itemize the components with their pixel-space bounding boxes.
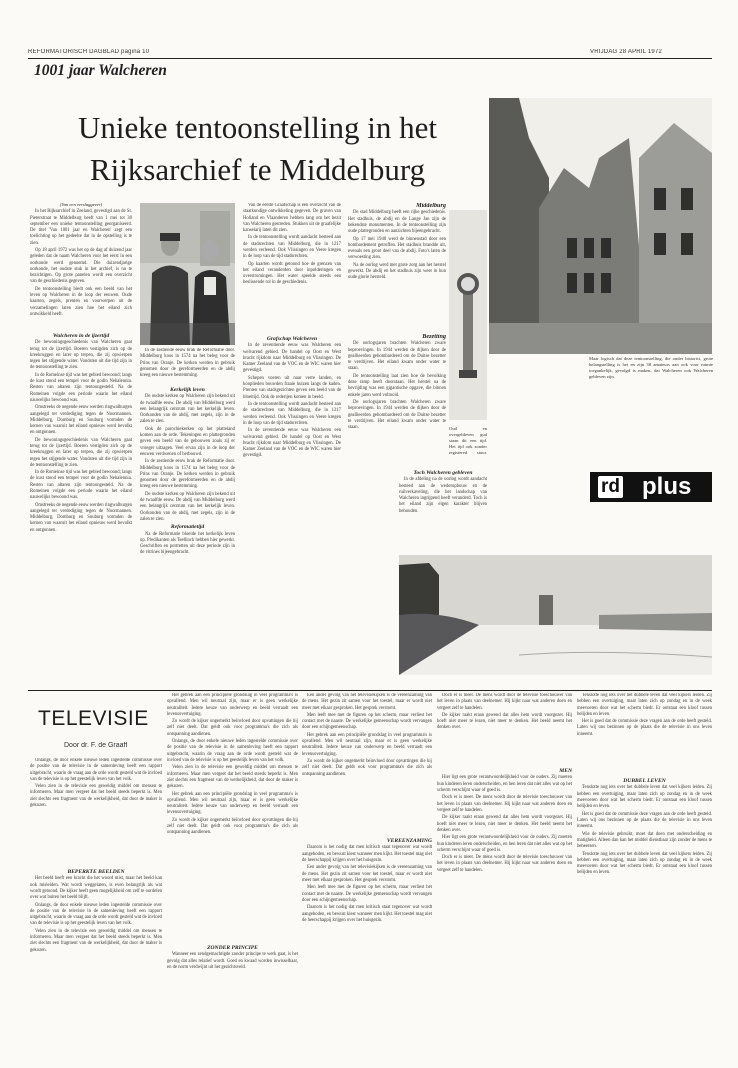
paragraph: Daarom is het nodig dat men kritisch staat tegenover wat wordt aangeboden, en bewust kiest wanneer men kijkt. Het toestel mag niet de heerschappij krijgen over het huisgezin.	[302, 905, 432, 923]
paragraph: Wanneer een zendgemachtigde zonder principe te werk gaat, is het gevolg dat alles relatief wordt. Goed en kwaad worden inwisselbaar, en de norm verdwijnt uit het gezichtsveld.	[167, 952, 298, 970]
subhead-reformatietijd: Reformatietijd	[170, 524, 205, 531]
paragraph: Het gebrek aan een principiële grondslag in veel programma's is opvallend. Men wil neutraal zijn, maar er is geen werkelijke neutraliteit. Iedere keuze van onderwerp en beeld verraadt een levensovertuiging.	[302, 732, 432, 757]
subhead-toch-walcheren: Toch Walcheren gebleven	[413, 470, 473, 476]
rd-logo-mark: rd	[598, 476, 623, 498]
tv-column-5	[577, 693, 712, 775]
paragraph: Het is goed dat de commissie deze vragen aan de orde heeft gesteld. Laten wij ons bezinnen op de plaats die de televisie in ons leven inneemt.	[577, 719, 712, 737]
paragraph: Men leeft mee met de figuren op het scherm, maar verliest het contact met de naaste. De werkelijke gemeenschap wordt vervangen door een schijngemeenschap.	[302, 712, 432, 731]
tv-column-3	[302, 693, 432, 838]
paragraph: Daarom is het nodig dat men kritisch staat tegenover wat wordt aangeboden, en bewust kiest wanneer men kijkt. Het toestel mag niet de heerschappij krijgen over het huisgezin.	[302, 845, 432, 863]
paragraph: Na de Reformatie bloeide het kerkelijk leven op. Predikanten als Teellinck hebben hier gewerkt. Geschriften en portretten uit deze periode zijn in de vitrines bijeengebracht.	[140, 531, 235, 556]
clock-caption: Oud en overgebleven gud staan dit een tijd. Het tijd ook zonder registered stuur.	[449, 426, 487, 455]
article-column-2a	[140, 348, 235, 382]
paragraph: Wie de televisie gebruikt, moet dat doen met onderscheiding en matigheid. Alleen dan kan het middel dienstbaar zijn zonder de mens te beheersen.	[577, 831, 712, 850]
section-divider	[28, 690, 712, 691]
subhead-ijzertijd: Walcheren in de ijzertijd	[52, 333, 110, 339]
tv-column-4	[437, 693, 572, 765]
paragraph: Schepen voeren uit naar verre landen, en kooplieden bouwden fraaie huizen langs de kaden. Prenten van stadsgezichten geven een beeld van de bloeitijd. Ook de rederijen komen in beeld.	[243, 375, 341, 400]
paragraph: Tenslotte nog iets over het dubbele leven dat veel kijkers leiden. Zij hebben een overtuiging, maar laten zich op zondag en in de week meevoeren door wat het scherm biedt. Er ontstaat een kloof tussen belijden en leven.	[577, 693, 712, 717]
article-column-3	[243, 203, 341, 333]
paragraph: Ook de parochiekerken op het platteland komen aan de orde. Tekeningen en plattegronden geven een beeld van de gebouwen zoals zij er vroeger uitzagen. Veel ervan zijn in de loop der eeuwen verdwenen of herbouwd.	[140, 426, 235, 457]
tv-column-3b	[302, 838, 432, 1005]
photo-landscape-image	[399, 555, 712, 675]
paragraph: Men leeft mee met de figuren op het scherm, maar verliest het contact met de naaste. De werkelijke gemeenschap wordt vervangen door een schijngemeenschap.	[302, 885, 432, 903]
paragraph: In de zeventiende eeuw was Walcheren een welvarend gebied. De handel op Oost en West bracht rijkdom naar Middelburg en Vlissingen. De Kamer Zeeland van de VOC en de WIC waren hier gevestigd.	[243, 343, 341, 374]
photo-clock-image	[449, 210, 487, 420]
paragraph: Het gebrek aan een principiële grondslag in veel programma's is opvallend. Men wil neutraal zijn, maar er is geen werkelijke neutraliteit. Iedere keuze van onderwerp en beeld verraadt een levensovertuiging.	[167, 693, 298, 717]
paragraph: Doch er is meer. De mens wordt door de televisie toeschouwer van het leven in plaats van deelnemer. Hij kijkt naar wat anderen doen en vergeet zelf te handelen.	[437, 693, 572, 711]
article-column-3b	[243, 336, 341, 536]
paragraph: Een ander gevolg van het televisiekijken is de vereenzaming van de mens. Het gezin zit samen voor het toestel, maar er wordt niet meer met elkaar gesproken. Het gesprek verstomt.	[302, 693, 432, 711]
subhead-kerkelijk-leven: Kerkelijk leven	[170, 387, 205, 393]
photo-street-image	[489, 98, 712, 354]
tv-column-2	[167, 693, 298, 943]
tv-column-1b	[30, 869, 162, 1004]
rd-plus-logo	[590, 472, 712, 502]
paragraph: De oudste kerken op Walcheren zijn bekend uit de twaalfde eeuw. De abdij van Middelburg werd een belangrijk centrum van het kerkelijk leven. Oorkonden van de abdij, met zegels, zijn in de zalen te zien.	[140, 491, 235, 522]
paragraph: Na de oorlog werd met grote zorg aan het herstel gewerkt. De abdij en het stadhuis zijn weer in hun oude glorie hersteld.	[348, 262, 446, 281]
article-column-1b	[30, 333, 132, 635]
paragraph: De oudste kerken op Walcheren zijn bekend uit de twaalfde eeuw. De abdij van Middelburg werd een belangrijk centrum van het kerkelijk leven. Oorkonden van de abdij, met zegels, zijn in de zalen te zien.	[140, 394, 235, 425]
article-column-4	[348, 203, 446, 333]
paragraph: Tenslotte nog iets over het dubbele leven dat veel kijkers leiden. Zij hebben een overtuiging, maar laten zich op zondag en in de week meevoeren door wat het scherm biedt. Er ontstaat een kloof tussen belijden en leven.	[577, 851, 712, 876]
paragraph: In de zestiende eeuw brak de Reformatie door. Middelburg koos in 1574 na het beleg voor de Prins van Oranje. De kerken werden in gebruik genomen door de gereformeerden en de abdij kreeg een nieuwe bestemming.	[140, 459, 235, 490]
paragraph: In de afdeling na de oorlog wordt aandacht besteed aan de wederopbouw en de ruilverkaveling, die het landschap van Walcheren ingrijpend heeft veranderd. Toch is het eiland zijn eigen karakter blijven behouden.	[399, 477, 487, 514]
paragraph: Onlangs, de door enkele nieuwe leden ingestelde commissie over de positie van de televisie in de samenleving heeft een rapport uitgebracht, waarin de vraag aan de orde wordt gesteld wat de invloed van de televisie is op het geestelijk leven van het volk.	[167, 739, 298, 763]
byline-note: (Van een verslaggever)	[59, 202, 103, 207]
photo-landscape	[399, 555, 712, 675]
paragraph: Het beeld heeft een kracht die het woord mist, maar het beeld kan ook misleiden. Wat wordt weggelaten, is even belangrijk als wat wordt getoond. De kijker heeft geen mogelijkheid om zelf te oordelen over wat buiten het beeld blijft.	[30, 876, 162, 901]
paragraph: In de Romeinse tijd was het gebied bewoond; langs de kust stond een tempel voor de godin Nehalennia. Resten van altaren zijn tentoongesteld. Na de Romeinen volgde een periode waarin het eiland nauwelijks bewoond was.	[30, 470, 132, 501]
header-rule	[28, 58, 712, 59]
tv-column-1	[30, 758, 162, 868]
paragraph: Van de eerste Graafschap is een overzicht van de staatkundige ontwikkeling gegeven. De graven van Holland en Vlaanderen hebben lang om het bezit van Walcheren gestreden. Stukken uit de graafelijke kanselarij laten dit zien.	[243, 203, 341, 233]
subhead-vereenzaming: VEREENZAMING	[386, 838, 432, 844]
paragraph: Het is goed dat de commissie deze vragen aan de orde heeft gesteld. Laten wij ons bezinnen op de plaats die de televisie in ons leven inneemt.	[577, 811, 712, 830]
paragraph: De oorlogsjaren brachten Walcheren zware beproevingen. In 1944 werden de dijken door de geallieerden gebombardeerd om de Duitse bezetter te verdrijven. Het eiland kwam onder water te staan.	[348, 400, 446, 431]
paragraph: De kijker raakt eraan gewend dat alles hem wordt voorgezet. Hij hoeft niet meer te lezen, niet meer te denken. Het beeld neemt het denken over.	[437, 815, 572, 833]
paragraph: In de zestiende eeuw brak de Reformatie door. Middelburg koos in 1574 na het beleg voor de Prins van Oranje. De kerken werden in gebruik genomen door de gereformeerden en de abdij kreeg een nieuwe bestemming.	[140, 348, 235, 378]
paragraph: Onlangs, de door enkele nieuwe leden ingestelde commissie over de positie van de televisie in de samenleving heeft een rapport uitgebracht, waarin de vraag aan de orde wordt gesteld wat de invloed van de televisie is op het geestelijk leven van het volk.	[30, 902, 162, 927]
paragraph: Velen zien in de televisie een geweldig middel om mensen te informeren. Maar men vergeet dat het beeld steeds beperkt is. Men ziet slechts een fragment van de werkelijkheid, dat door de maker is gekozen.	[167, 765, 298, 790]
photo-street	[489, 98, 712, 354]
paragraph: De stad Middelburg heeft een rijke geschiedenis. Het stadhuis, de abdij en de Lange Jan zijn de bekendste monumenten. In de tentoonstelling zijn oude plattegronden en aanzichten bijeengebracht.	[348, 210, 446, 235]
tv-column-5b	[577, 778, 712, 1005]
paragraph: Velen zien in de televisie een geweldig middel om mensen te informeren. Maar men vergeet dat het beeld steeds beperkt is. Men ziet slechts een fragment van de werkelijkheid, dat door de maker is gekozen.	[30, 928, 162, 953]
headline-line-1: Unieke tentoonstelling in het	[77, 110, 437, 145]
photo-clock	[449, 210, 487, 420]
subhead-middelburg: Middelburg	[416, 203, 446, 209]
paragraph: Een ander gevolg van het televisiekijken is de vereenzaming van de mens. Het gezin zit samen voor het toestel, maar er wordt niet meer met elkaar gesproken. Het gesprek verstomt.	[302, 865, 432, 883]
article-column-1	[30, 202, 132, 330]
paragraph: Doch er is meer. De mens wordt door de televisie toeschouwer van het leven in plaats van deelnemer. Hij kijkt naar wat anderen doen en vergeet zelf te handelen.	[437, 795, 572, 813]
paragraph: De bewoningsgeschiedenis van Walcheren gaat terug tot de ijzertijd. Boeren vestigden zich op de kreekruggen en later op terpen, die zij opwierpen tegen het stijgende water. Vondsten uit die tijd zijn in de tentoonstelling te zien.	[30, 437, 132, 468]
paragraph: Zo wordt de kijker ongemerkt beïnvloed door opvattingen die hij zelf niet deelt. Dat geldt ook voor programma's die zich als ontspanning aandienen.	[302, 759, 432, 777]
subhead-dubbel-leven: DUBBEL LEVEN	[623, 778, 666, 784]
paragraph: Velen zien in de televisie een geweldig middel om mensen te informeren. Maar men vergeet dat het beeld steeds beperkt is. Men ziet slechts een fragment van de werkelijkheid, dat door de maker is gekozen.	[30, 784, 162, 808]
photo-portraits-image	[140, 203, 235, 345]
subhead-mens: MEN	[559, 768, 572, 774]
paragraph: Omstreeks de negende eeuw werden ringwalburgen aangelegd ter verdediging tegen de Noormannen. Middelburg, Domburg en Souburg vormden de kernen van waaruit het eiland opnieuw werd bevolkt en ontgonnen.	[30, 502, 132, 533]
subhead-zonder-principe: ZONDER PRINCIPE	[207, 945, 258, 951]
paragraph: Zo wordt de kijker ongemerkt beïnvloed door opvattingen die hij zelf niet deelt. Dat geldt ook voor programma's die zich als ontspanning aandienen.	[167, 817, 298, 836]
newspaper-name: REFORMATORISCH DAGBLAD pagina 10	[28, 49, 150, 55]
street-caption: Maar logisch dat deze tentoonstelling, die onder historici, grote belangstelling is het en zijn 38 amateurs aan ook voor ruimte toegankelijk, gevolgd is maken, dat Walcheren ook Walcheren gebleven zijn.	[589, 356, 713, 379]
paragraph: Op 18 april 1972 was het op de dag af duizend jaar geleden dat de naam Walcheren voor het eerst in een oorkonde werd genoemd. Die duizendjarige oorkonde, het oudste stuk in het archief, is nu te bezichtigen. Op grote panelen wordt een overzicht van de geschiedenis gegeven.	[30, 248, 132, 285]
article-column-5	[399, 470, 487, 550]
tv-column-4b	[437, 768, 572, 1005]
photo-portraits	[140, 203, 235, 345]
tv-title: TELEVISIE	[38, 707, 149, 730]
subhead-bezetting: Bezetting	[422, 334, 446, 340]
paragraph: In de tentoonstelling wordt aandacht besteed aan de stadsrechten van Middelburg, die in 1217 werden verleend. Ook Vlissingen en Veere kregen in de loop van de tijd stadsrechten.	[243, 235, 341, 260]
paragraph: Omstreeks de negende eeuw werden ringwalburgen aangelegd ter verdediging tegen de Noormannen. Middelburg, Domburg en Souburg vormden de kernen van waaruit het eiland opnieuw werd bevolkt en ontgonnen.	[30, 405, 132, 436]
article-column-2	[140, 387, 235, 635]
paragraph: In de Romeinse tijd was het gebied bewoond; langs de kust stond een tempel voor de godin Nehalennia. Resten van altaren zijn tentoongesteld. Na de Romeinen volgde een periode waarin het eiland nauwelijks bewoond was.	[30, 372, 132, 403]
paragraph: De tentoonstelling biedt ook een beeld van het leven op Walcheren in de loop der eeuwen. Oude kaarten, zegels, prenten en voorwerpen uit de verzamelingen laten zien hoe het eiland zich ontwikkeld heeft.	[30, 286, 132, 317]
paragraph: Hier ligt een grote verantwoordelijkheid voor de ouders. Zij moeten hun kinderen leren onderscheiden, en hen leren dat niet alles wat op het scherm verschijnt waar of goed is.	[437, 835, 572, 853]
paragraph: Tenslotte nog iets over het dubbele leven dat veel kijkers leiden. Zij hebben een overtuiging, maar laten zich op zondag en in de week meevoeren door wat het scherm biedt. Er ontstaat een kloof tussen belijden en leven.	[577, 785, 712, 810]
paragraph: Onlangs, de door enkele nieuwe leden ingestelde commissie over de positie van de televisie in de samenleving heeft een rapport uitgebracht, waarin de vraag aan de orde wordt gesteld wat de invloed van de televisie is op het geestelijk leven van het volk.	[30, 758, 162, 782]
paragraph: De kijker raakt eraan gewend dat alles hem wordt voorgezet. Hij hoeft niet meer te lezen, niet meer te denken. Het beeld neemt het denken over.	[437, 712, 572, 731]
paragraph: De bewoningsgeschiedenis van Walcheren gaat terug tot de ijzertijd. Boeren vestigden zich op de kreekruggen en later op terpen, die zij opwierpen tegen het stijgende water. Vondsten uit die tijd zijn in de tentoonstelling te zien.	[30, 340, 132, 371]
subhead-grafschap: Grafschap Walcheren	[266, 336, 318, 342]
paragraph: In de zeventiende eeuw was Walcheren een welvarend gebied. De handel op Oost en West bracht rijkdom naar Middelburg en Vlissingen. De Kamer Zeeland van de VOC en de WIC waren hier gevestigd.	[243, 428, 341, 459]
article-kicker: 1001 jaar Walcheren	[34, 62, 167, 79]
subhead-beperkte-beelden: BEPERKTE BEELDEN	[67, 869, 125, 875]
paragraph: Doch er is meer. De mens wordt door de televisie toeschouwer van het leven in plaats van deelnemer. Hij kijkt naar wat anderen doen en vergeet zelf te handelen.	[437, 855, 572, 873]
paragraph: De oorlogsjaren brachten Walcheren zware beproevingen. In 1944 werden de dijken door de geallieerden gebombardeerd om de Duitse bezetter te verdrijven. Het eiland kwam onder water te staan.	[348, 341, 446, 372]
headline-line-2: Rijksarchief te Middelburg	[89, 152, 426, 187]
paragraph: Op 17 mei 1940 werd de binnenstad door een bombardement getroffen. Het stadhuis brandde uit, evenals een groot deel van de abdij. Foto's laten de verwoesting zien.	[348, 236, 446, 261]
paragraph: Zo wordt de kijker ongemerkt beïnvloed door opvattingen die hij zelf niet deelt. Dat geldt ook voor programma's die zich als ontspanning aandienen.	[167, 719, 298, 737]
issue-date: VRIJDAG 28 APRIL 1972	[590, 49, 663, 55]
plus-logo-text: plus	[642, 474, 692, 500]
paragraph: Hier ligt een grote verantwoordelijkheid voor de ouders. Zij moeten hun kinderen leren onderscheiden, en hen leren dat niet alles wat op het scherm verschijnt waar of goed is.	[437, 775, 572, 793]
paragraph: De tentoonstelling laat zien hoe de bevolking deze ramp heeft doorstaan. Het herstel na de bevrijding was een gigantische opgave, die binnen enkele jaren werd voltooid.	[348, 373, 446, 398]
tv-byline: Door dr. F. de Graaff	[64, 742, 128, 749]
paragraph: Op kaarten wordt getoond hoe de grenzen van het eiland veranderden door inpolderingen en overstromingen. Het water speelde steeds een beslissende rol in de geschiedenis.	[243, 261, 341, 286]
paragraph: In de tentoonstelling wordt aandacht besteed aan de stadsrechten van Middelburg, die in 1217 werden verleend. Ook Vlissingen en Veere kregen in de loop van de tijd stadsrechten.	[243, 402, 341, 426]
paragraph: In het Rijksarchief in Zeeland, gevestigd aan de St. Pieterstraat te Middelburg heeft van 1 mei tot 30 september een unieke tentoonstelling georganiseerd. De titel 'Van 1001 jaar en Walcheren' zegt een toelichting op het gedeelte dat in de opstelling is te zien.	[30, 209, 132, 246]
tv-column-2b	[167, 945, 298, 1005]
paragraph: Het gebrek aan een principiële grondslag in veel programma's is opvallend. Men wil neutraal zijn, maar er is geen werkelijke neutraliteit. Iedere keuze van onderwerp en beeld verraadt een levensovertuiging.	[167, 791, 298, 816]
